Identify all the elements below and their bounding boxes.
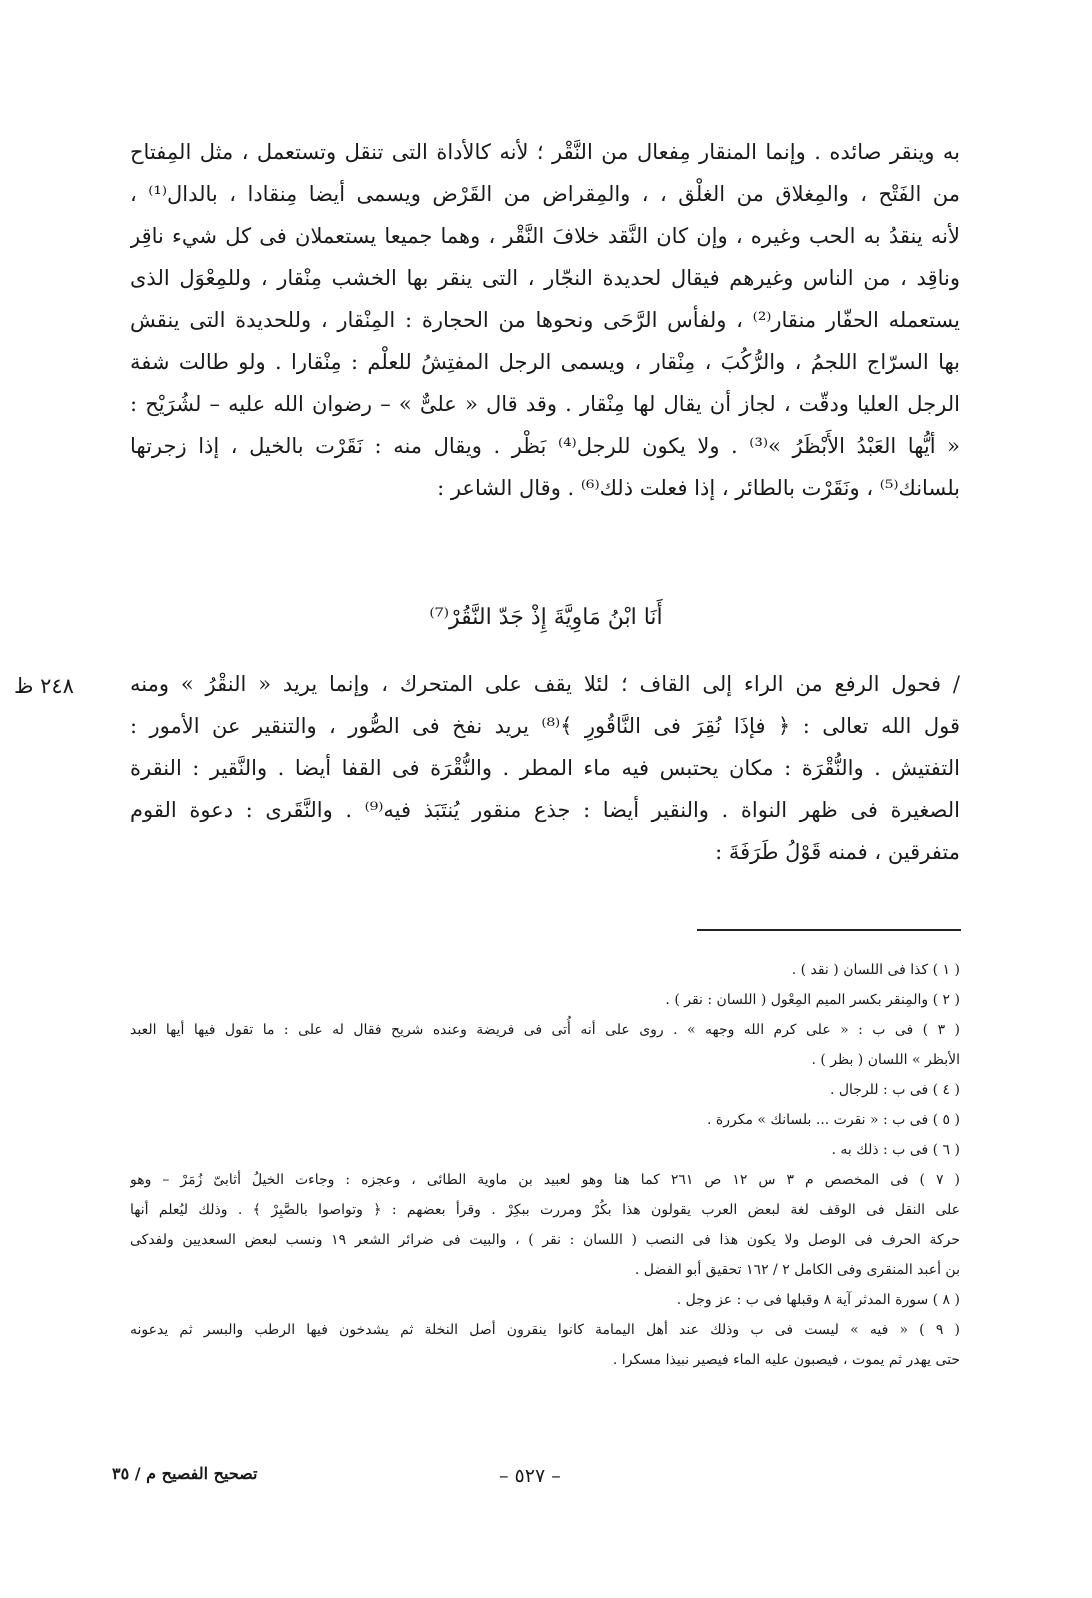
footnote-line: على النقل فى الوقف لغة لبعض العرب يقولون هذا بكُرْ ومررت ببكِرْ . وقرأ بعضهم : ﴿ وتواصوا بالصَّبِرْ ﴾ . وذلك ليُعلم أنها [130, 1202, 960, 1218]
page-number: – ٥٢٧ – [499, 1465, 561, 1487]
footnote-line: ( ١ ) كذا فى اللسان ( نقد ) . [791, 962, 960, 978]
main-text-lower [130, 663, 960, 873]
footnote-line: ( ٤ ) فى ب : للرجال . [829, 1082, 960, 1098]
text-line: التفتيش . والنُّقْرَة : مكان يحتبس فيه ماء المطر . والنُّقْرَة فى القفا أيضا . والنَّقير : النقرة [130, 756, 960, 780]
text-line: متفرقين ، فمنه قَوْلُ طَرَفَةَ : [715, 840, 960, 864]
footnote-divider [697, 929, 961, 931]
main-text-upper [130, 131, 960, 509]
footnote-line: ( ٧ ) فى المخصص م ٣ س ١٢ ص ٢٦١ كما هنا وهو لعبيد بن ماوية الطائى ، وعجزه : وجاءت الخيلُ أثابىّ زُمَرْ – وهو [130, 1172, 960, 1188]
footnote-line: الأبظر » اللسان ( بظر ) . [811, 1052, 960, 1068]
text-line: به وينقر صائده . وإنما المنقار مِفعال من النَّقْر ؛ لأنه كالأداة التى تنقل وتستعمل ، مثل المِفتاح [130, 140, 960, 164]
footnote-line: ( ٦ ) فى ب : ذلك به . [831, 1142, 960, 1158]
text-line: الرجل العليا ودقّت ، لجاز أن يقال لها مِنْقار . وقد قال « علىٌّ » – رضوان الله عليه – لشُرَيْح : [130, 392, 960, 416]
text-line: من الفَتْح ، والمِغلاق من الغلْق ، ، والمِقراض من القَرْض ويسمى أيضا مِنقادا ، بالدال⁽¹⁾ ، [130, 182, 960, 206]
text-line: « أيُّها العَبْدُ الأَبْظَرُ »⁽³⁾ . ولا يكون للرجل⁽⁴⁾ بَظْر . ويقال منه : نَقَرْت بالخيل ، إذا زجرتها [130, 434, 960, 458]
text-line: / فحول الرفع من الراء إلى القاف ؛ لئلا يقف على المتحرك ، وإنما يريد « النقْرُ » ومنه [130, 672, 960, 696]
footnote-line: ( ٨ ) سورة المدثر آية ٨ وقبلها فى ب : عز وجل . [676, 1292, 960, 1308]
signature-mark: تصحيح الفصيح م / ٣٥ [112, 1464, 258, 1483]
text-line: بها السرّاج اللجمُ ، والرُّكُبَ ، مِنْقار ، ويسمى الرجل المفتِشُ للعلْم : مِنْقارا . ولو طالت شفة [130, 350, 960, 374]
footnote-line: ( ٢ ) والمِنقر بكسر الميم المِعْول ( اللسان : نقر ) . [665, 992, 960, 1008]
text-line: الصغيرة فى ظهر النواة . والنقير أيضا : جذع منقور يُنتَبَذ فيه⁽⁹⁾ . والنَّقَرى : دعوة القوم [130, 798, 960, 822]
footnote-line: حتى يهدر ثم يموت ، فيصبون عليه الماء فيصير نبيذا مسكرا . [612, 1352, 960, 1368]
footnote-line: ( ٩ ) « فيه » ليست فى ب وذلك عند أهل اليمامة كانوا ينقرون أصل النخلة ثم يشدخون فيها الرطب والبسر ثم يدعونه [130, 1322, 960, 1338]
text-line: لأنه ينقدُ به الحب وغيره ، وإن كان النَّقد خلافَ النَّقْر ، وهما جميعا يستعملان فى كل شيء ناقِر [130, 224, 960, 248]
footnote-line: بن أعبد المنقرى وفى الكامل ٢ / ١٦٢ تحقيق أبو الفضل . [634, 1262, 960, 1278]
margin-folio-note: ٢٤٨ ظ [14, 674, 74, 698]
footnotes [130, 955, 960, 1375]
footnote-line: ( ٥ ) فى ب : « نقرت ... بلسانك » مكررة . [707, 1112, 960, 1128]
text-line: يستعمله الحفّار منقار⁽²⁾ ، ولفأس الرَّحَى ونحوها من الحجارة : المِنْقار ، وللحديدة التى ينقش [130, 308, 960, 332]
poetry-verse: أَنَا ابْنُ مَاوِيَّةَ إِذْ جَدّ النَّقُرْ⁽⁷⁾ [429, 605, 663, 630]
text-line: بلسانك⁽⁵⁾ ، ونَقَرْت بالطائر ، إذا فعلت ذلك⁽⁶⁾ . وقال الشاعر : [437, 476, 960, 500]
text-line: قول الله تعالى : ﴿ فإذَا نُقِرَ فى النَّاقُورِ ﴾⁽⁸⁾ يريد نفخ فى الصُّور ، والتنقير عن الأمور : [130, 714, 960, 738]
footnote-line: ( ٣ ) فى ب : « على كرم الله وجهه » . روى على أنه أُتى فى فريضة وعنده شريح فقال له على : ما تقول فيها أيها العبد [130, 1022, 960, 1038]
footnote-line: حركة الحرف فى الوصل ولا يكون هذا فى النصب ( اللسان : نقر ) ، والبيت فى ضرائر الشعر ١٩ ونسب لبعض السعديين ولفدكى [130, 1232, 960, 1248]
text-line: وناقِد ، من الناس وغيرهم فيقال لحديدة النجّار ، التى ينقر بها الخشب مِنْقار ، وللمِعْوَل الذى [130, 266, 960, 290]
